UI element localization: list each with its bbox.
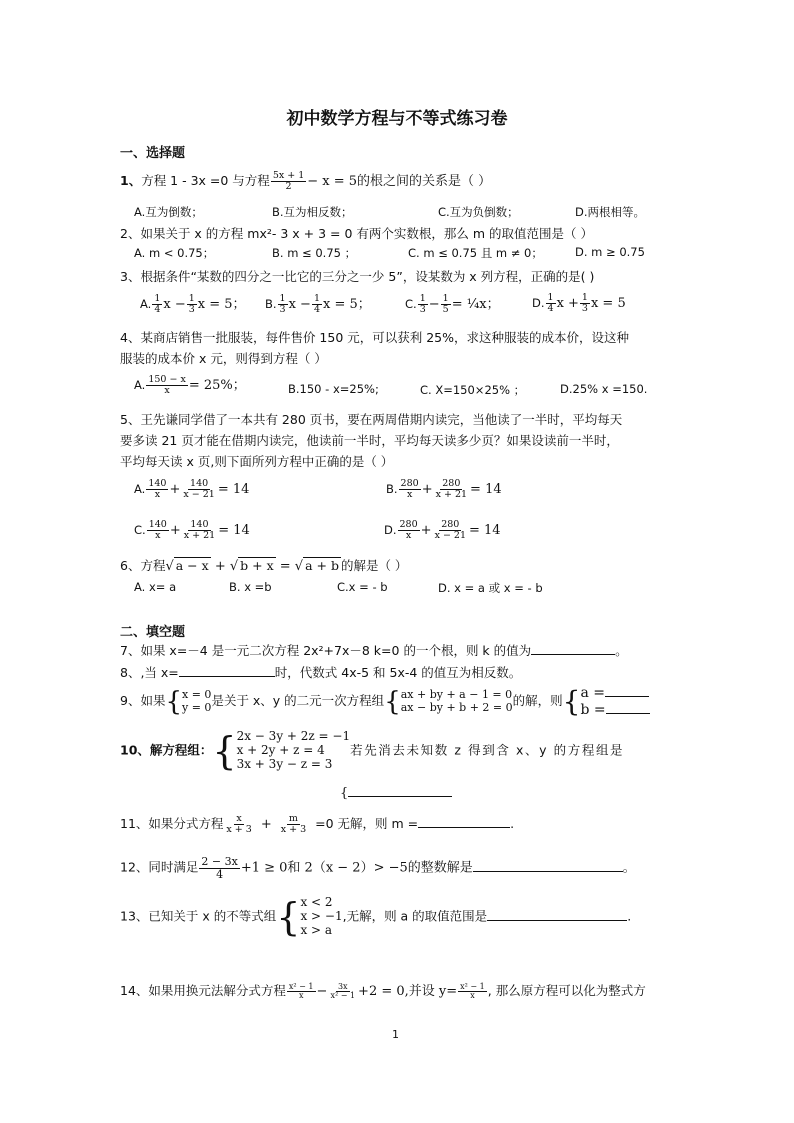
q6-option-a: A. x= a [134, 580, 177, 594]
question-10: 10、解方程组：{ 2x − 3y + 2z = −1 x + 2y + z = 4 3x + 3y − z = 3 若先消去未知数 z 得到含 x、y 的方程组是 [120, 729, 625, 773]
question-12: 12、同时满足 $\frac{2 - 3x}{4}$ +1 ≥ 0和 2（x − 2）> −5的整数解是 。 [120, 855, 636, 881]
question-4-line2: 服装的成本价 x 元，则得到方程（ ） [120, 351, 327, 366]
question-3: 3、根据条件“某数的四分之一比它的三分之一少 5”，设某数为 x 列方程，正确的是( ) [120, 269, 595, 284]
q6-option-c: C.x = - b [337, 580, 388, 594]
q5-option-d: D. $\frac{280}{x}$ + $\frac{280}{x - 21}$ = 14 [384, 519, 501, 541]
q6-option-d: D. x = a 或 x = - b [438, 581, 543, 595]
q3-option-d: D. $\frac{1}{4}$ x + $\frac{1}{3}$ x = 5 [532, 292, 626, 314]
question-5-line1: 5、王先谦同学借了一本共有 280 页书，要在两周借期内读完，当他读了一半时，平均每天 [120, 412, 623, 427]
question-4-line1: 4、某商店销售一批服装，每件售价 150 元，可以获利 25%，求这种服装的成本价，设这种 [120, 330, 630, 345]
question-6: 6、方程√ a − x + √ b + x = √ a + b 的解是（ ） [120, 558, 408, 574]
question-13: 13、已知关于 x 的不等式组{ x < 2 x > −1 x > a ,无解，则 a 的取值范围是 . [120, 895, 632, 939]
q5-option-b: B. $\frac{280}{x}$ + $\frac{280}{x + 21}$ = 14 [386, 478, 502, 500]
section-heading-choice: 一、选择题 [120, 146, 186, 161]
q4-option-c: C. X=150×25% ； [420, 383, 526, 397]
q2-option-b: B. m ≤ 0.75 ； [272, 246, 357, 260]
q1-option-a: A.互为倒数； [134, 205, 203, 219]
section-heading-fill: 二、填空题 [120, 625, 186, 640]
page-number: 1 [392, 1028, 399, 1041]
q5-option-a: A. $\frac{140}{x}$ + $\frac{140}{x - 21}$ = 14 [134, 478, 250, 500]
question-5-line2: 要多读 21 页才能在借期内读完，他读前一半时，平均每天读多少页？如果设读前一半时， [120, 433, 619, 448]
q1-option-d: D.两根相等。 [575, 205, 646, 219]
q2-option-a: A. m < 0.75； [134, 246, 215, 260]
q2-option-c: C. m ≤ 0.75 且 m ≠ 0； [408, 246, 543, 260]
q1-option-c: C.互为负倒数； [438, 205, 519, 219]
q12-answer-blank[interactable] [473, 861, 623, 872]
q8-answer-blank[interactable] [179, 666, 275, 677]
question-7: 7、如果 x=－4 是一元二次方程 2x²+7x－8 k=0 的一个根，则 k 的值为 。 [120, 643, 628, 658]
q4-option-d: D.25% x =150. [560, 382, 648, 396]
q4-option-a: A. $\frac{150 - x}{x}$ = 25%； [134, 374, 246, 396]
question-14: 14、如果用换元法解分式方程 $\frac{\text{x² − 1}}{x}$ − $\frac{3x}{\text{x² − 1}}$ +2 = 0,并设 y= $\frac{\text{x² − 1}}{x}$ , 那么原方程可以化为整式方 [120, 981, 646, 1000]
q6-option-b: B. x =b [229, 580, 272, 594]
q3-option-a: A. $\frac{1}{4}$ x − $\frac{1}{3}$ x = 5； [140, 293, 246, 315]
page-title: 初中数学方程与不等式练习卷 [286, 109, 508, 129]
q7-answer-blank[interactable] [531, 644, 615, 655]
question-1: 1、方程 1 - 3x =0 与方程 $\frac{5x + 1}{2}$ − x = 5的根之间的关系是（ ） [120, 170, 492, 192]
q1-option-b: B.互为相反数； [272, 205, 353, 219]
question-8: 8、,当 x= 时，代数式 4x-5 和 5x-4 的值互为相反数。 [120, 665, 522, 680]
q9-answer-a[interactable] [605, 686, 649, 697]
question-11: 11、如果分式方程 $\frac{x}{x + 3}$ + $\frac{m}{x + 3}$ =0 无解，则 m = . [120, 813, 515, 835]
q13-answer-blank[interactable] [487, 910, 627, 921]
q9-answer-b[interactable] [606, 703, 650, 714]
q2-option-d: D. m ≥ 0.75 [575, 245, 645, 259]
q3-option-c: C. $\frac{1}{3}$ − $\frac{1}{5}$ = ¹⁄₄x； [405, 293, 500, 315]
question-9: 9、如果{ x = 0 y = 0 是关于 x、y 的二元一次方程组{ ax + by + a − 1 = 0 ax − by + b + 2 = 0 的解，则{ a = b = [120, 685, 650, 718]
q10-answer-blank[interactable] [348, 786, 452, 797]
q11-answer-blank[interactable] [418, 817, 510, 828]
q10-answer[interactable]: { [340, 785, 452, 801]
q4-option-b: B.150 - x=25%; [288, 382, 379, 396]
question-5-line3: 平均每天读 x 页,则下面所列方程中正确的是（ ） [120, 454, 394, 469]
q3-option-b: B. $\frac{1}{3}$ x − $\frac{1}{4}$ x = 5； [265, 293, 371, 315]
q5-option-c: C. $\frac{140}{x}$ + $\frac{140}{x + 21}$ = 14 [134, 519, 250, 541]
question-2: 2、如果关于 x 的方程 mx²- 3 x + 3 = 0 有两个实数根，那么 m 的取值范围是（ ） [120, 226, 593, 241]
